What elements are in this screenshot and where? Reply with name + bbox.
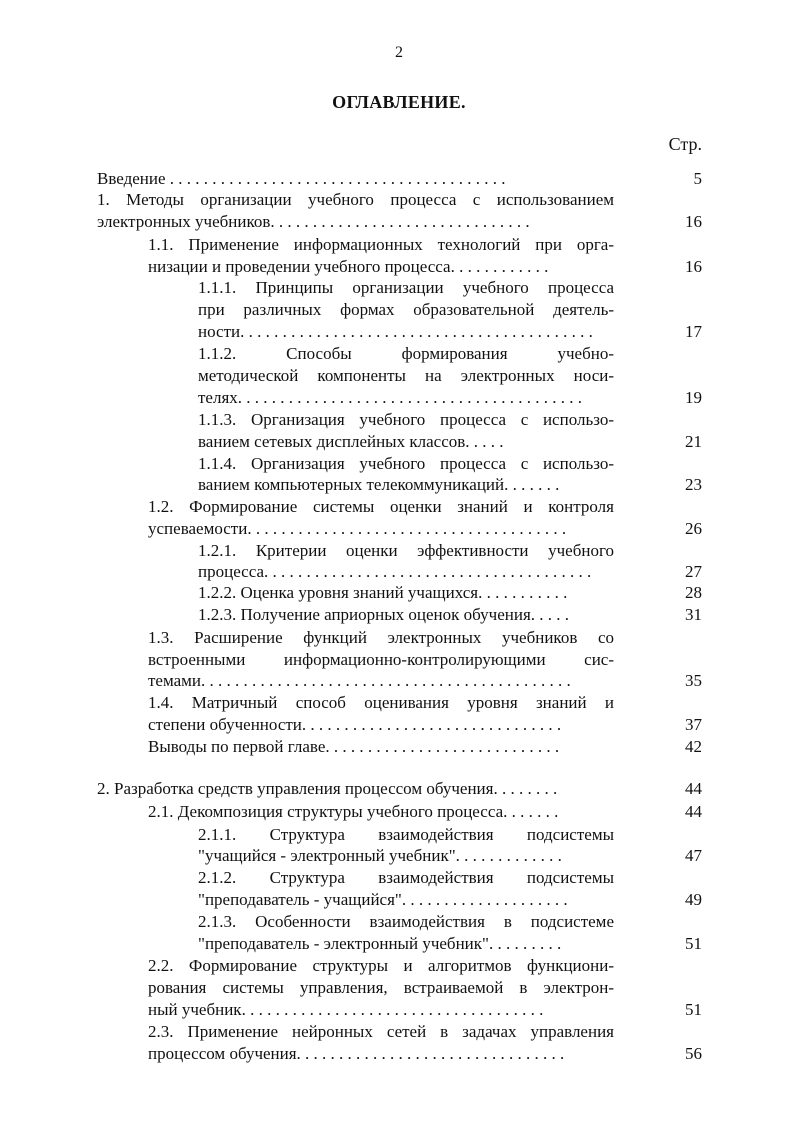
toc-entry-page: 19 — [685, 388, 702, 407]
toc-entry-page: 28 — [685, 583, 702, 602]
toc-entry-text: 2.1.2. Структура взаимодействия подсистемы — [198, 868, 614, 887]
toc-entry-text: 2.1.3. Особенности взаимодействия в подсистеме — [198, 912, 614, 931]
toc-entry-text: Введение . . . . . . . . . . . . . . . . . . . . . . . . . . . . . . . . . . . . . . . . — [97, 169, 506, 188]
toc-entry-page: 44 — [685, 802, 702, 821]
toc-entry-text: 2.1. Декомпозиция структуры учебного процесса. . . . . . . — [148, 802, 559, 821]
toc-entry-text: рования системы управления, встраиваемой в электрон- — [148, 978, 614, 997]
toc-entry-text: ности. . . . . . . . . . . . . . . . . . . . . . . . . . . . . . . . . . . . . . . . . . — [198, 322, 593, 341]
page-title: ОГЛАВЛЕНИЕ. — [332, 92, 466, 112]
page-number: 2 — [395, 44, 403, 61]
toc-entry-text: при различных формах образовательной деятель- — [198, 300, 614, 319]
toc-entry-page: 16 — [685, 257, 702, 276]
toc-entry-text: 2. Разработка средств управления процессом обучения. . . . . . . . — [97, 779, 558, 798]
toc-entry-text: процесса. . . . . . . . . . . . . . . . . . . . . . . . . . . . . . . . . . . . . . . — [198, 562, 592, 581]
toc-entry-page: 17 — [685, 322, 702, 341]
toc-entry-page: 49 — [685, 890, 702, 909]
toc-entry-text: 2.2. Формирование структуры и алгоритмов функциони- — [148, 956, 614, 975]
toc-entry-text: темами. . . . . . . . . . . . . . . . . . . . . . . . . . . . . . . . . . . . . . . . . . . . — [148, 671, 571, 690]
toc-entry-text: 1.2. Формирование системы оценки знаний и контроля — [148, 497, 614, 516]
toc-entry-text: ванием компьютерных телекоммуникаций. . . . . . . — [198, 475, 560, 494]
toc-entry-text: 1.1.1. Принципы организации учебного процесса — [198, 278, 614, 297]
toc-entry-text: методической компоненты на электронных носи- — [198, 366, 614, 385]
toc-entry-text: 1. Методы организации учебного процесса с использованием — [97, 190, 614, 209]
toc-entry-page: 26 — [685, 519, 702, 538]
toc-entry-text: Выводы по первой главе. . . . . . . . . . . . . . . . . . . . . . . . . . . . — [148, 737, 560, 756]
toc-entry-text: 1.1. Применение информационных технологий при орга- — [148, 235, 614, 254]
toc-entry-text: 1.2.2. Оценка уровня знаний учащихся. . . . . . . . . . . — [198, 583, 568, 602]
toc-entry-page: 27 — [685, 562, 702, 581]
toc-entry-page: 47 — [685, 846, 702, 865]
toc-entry-text: телях. . . . . . . . . . . . . . . . . . . . . . . . . . . . . . . . . . . . . . . . . — [198, 388, 583, 407]
toc-entry-page: 42 — [685, 737, 702, 756]
toc-entry-page: 23 — [685, 475, 702, 494]
toc-entry-text: ванием сетевых дисплейных классов. . . . . — [198, 432, 504, 451]
toc-entry-text: успеваемости. . . . . . . . . . . . . . . . . . . . . . . . . . . . . . . . . . . . . . — [148, 519, 567, 538]
toc-entry-text: 2.3. Применение нейронных сетей в задачах управления — [148, 1022, 614, 1041]
toc-entry-text: процессом обучения. . . . . . . . . . . . . . . . . . . . . . . . . . . . . . . . — [148, 1044, 565, 1063]
toc-entry-text: степени обученности. . . . . . . . . . . . . . . . . . . . . . . . . . . . . . . — [148, 715, 562, 734]
toc-entry-page: 31 — [685, 605, 702, 624]
toc-entry-text: 2.1.1. Структура взаимодействия подсистемы — [198, 825, 614, 844]
page-column-header: Стр. — [668, 134, 702, 154]
toc-entry-text: электронных учебников. . . . . . . . . . . . . . . . . . . . . . . . . . . . . . . — [97, 212, 530, 231]
toc-entry-text: низации и проведении учебного процесса. . . . . . . . . . . . — [148, 257, 549, 276]
toc-entry-text: 1.2.1. Критерии оценки эффективности учебного — [198, 541, 614, 560]
toc-entry-text: 1.3. Расширение функций электронных учебников со — [148, 628, 614, 647]
toc-entry-text: 1.2.3. Получение априорных оценок обучения. . . . . — [198, 605, 570, 624]
toc-entry-page: 44 — [685, 779, 702, 798]
toc-entry-text: ный учебник. . . . . . . . . . . . . . . . . . . . . . . . . . . . . . . . . . . . — [148, 1000, 544, 1019]
toc-entry-text: "учащийся - электронный учебник". . . . . . . . . . . . . — [198, 846, 562, 865]
toc-entry-page: 37 — [685, 715, 702, 734]
toc-entry-page: 16 — [685, 212, 702, 231]
toc-entry-text: встроенными информационно-контролирующими сис- — [148, 650, 614, 669]
toc-entry-text: "преподаватель - электронный учебник". . . . . . . . . — [198, 934, 562, 953]
toc-entry-page: 56 — [685, 1044, 702, 1063]
toc-entry-text: 1.1.2. Способы формирования учебно- — [198, 344, 614, 363]
toc-entry-page: 35 — [685, 671, 702, 690]
toc-entry-page: 5 — [693, 169, 702, 188]
toc-entry-text: 1.1.3. Организация учебного процесса с использо- — [198, 410, 614, 429]
toc-entry-text: 1.4. Матричный способ оценивания уровня знаний и — [148, 693, 614, 712]
toc-entry-page: 51 — [685, 1000, 702, 1019]
toc-entry-text: 1.1.4. Организация учебного процесса с использо- — [198, 454, 614, 473]
toc-entry-text: "преподаватель - учащийся". . . . . . . . . . . . . . . . . . . . — [198, 890, 568, 909]
toc-entry-page: 21 — [685, 432, 702, 451]
toc-entry-page: 51 — [685, 934, 702, 953]
